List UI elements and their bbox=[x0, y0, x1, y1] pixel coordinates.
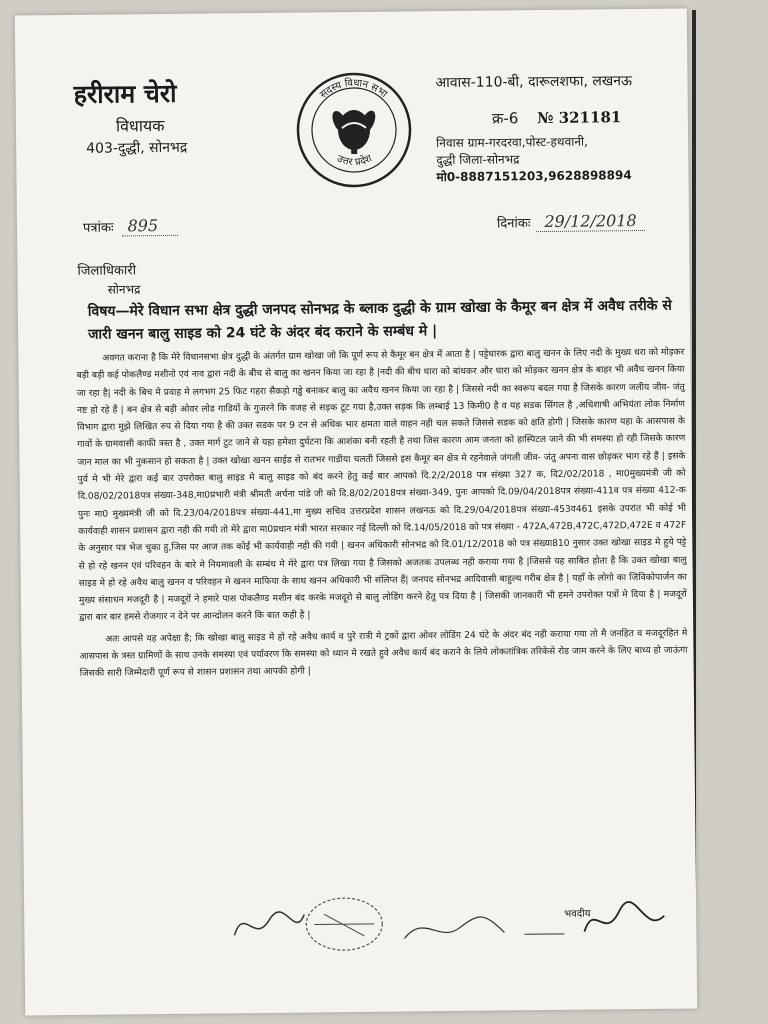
assembly-seal-emblem bbox=[293, 69, 414, 190]
serial-value: № 321181 bbox=[537, 108, 622, 128]
sender-name: हरीराम चेरो bbox=[73, 78, 177, 109]
phone-numbers: मो0-8887151203,9628898894 bbox=[436, 168, 632, 185]
letter-page bbox=[15, 9, 697, 1016]
native-address-line1: निवास ग्राम-गरदरवा,पोस्ट-हथवानी, bbox=[436, 134, 588, 151]
native-address-line2: दुद्धी जिला-सोनभद्र bbox=[436, 152, 520, 168]
signatures-and-stamp bbox=[224, 891, 685, 956]
svg-text:उत्तर प्रदेश bbox=[335, 153, 374, 168]
recipient-district: सोनभद्र bbox=[107, 282, 141, 297]
closing-salutation: भवदीय bbox=[564, 908, 591, 920]
reference-number: 895 bbox=[121, 216, 178, 237]
seal-top-text: सदस्य विधान सभा bbox=[318, 77, 390, 101]
residence-address-lucknow: आवास-110-बी, दारूलशफा, लखनऊ bbox=[435, 73, 633, 92]
reference-number-line bbox=[83, 216, 178, 236]
letter-subject: विषय—मेरे विधान सभा क्षेत्र दुद्धी जनपद सोनभद्र के ब्लाक दुद्धी के ग्राम खोखा के कैमूर बन क्षेत्र में अवैध तरीके से जारी खनन बालु साइड को 24 घंटे के अंदर बंद कराने के सम्बंध मे | bbox=[87, 297, 672, 343]
date-line bbox=[497, 211, 645, 232]
recipient-title: जिलाधिकारी bbox=[77, 263, 137, 279]
serial-prefix: क्र-6 bbox=[491, 109, 519, 128]
native-address-block bbox=[436, 133, 632, 186]
serial-number bbox=[492, 107, 622, 128]
body-paragraph: अवगत कराना है कि मेरे विधानसभा क्षेत्र दुद्धी के अंतर्गत ग्राम खोखा जो कि पूर्ण रूप से कैमूर बन क्षेत्र में आता है | पट्टेधारक द्वारा बालु खनन के लिए नदी के मुख्य धरा को मोड़कर बड़ी बड़ी कई पोकलैण्ड मशीनो एवं नाव द्वारा नदी के बीच से बालु का खनन किया जा रहा है |नदी की बीच धारा को बांधकर और धारा को मोड़कर खनन क्षेत्र के बाहर भी अवैध खनन किया जा रहा है| नदी के बिच मे प्रवाह मे लगभग 25 फिट गहरा सैकड़ो गड्ढे बनाकर बालु का अवैध खनन किया जा रहा है | जिससे नदी का स्वरूप बदल गया है जिसके कारण जलीय जीव- जंतु नष्ट हो रहे हैं | बन क्षेत्र से बड़ी ओवर लोड गाडियों के गुजरने कि वजह से सड़क टूट गया है,उक्त सड़क कि लम्बाई 13 किमी0 है व यह सडक सिंगल है ,अधिशाषी अभियंता लोक निर्माण विभाग द्वारा मुझे लिखित रुप से दिया गया है की उक्त सडक पर 9 टन से अधिक भार क्षमता वाले वाहन नही चल सकते जिससे सडक को क्षति होगी | जिसके कारण यहा के आसपास के गावों के ग्रामवासी काफी त्रस्त है , उक्त मार्ग टुट जाने से यहा हमेशा दुर्घटना कि आशंका बनी रहती है तथा जिस कारण आम जनता को हास्पिटल जाने की भी समस्या हो रही जिसके कारण जान माल का भी नुकसान हो सकता है | उक्त खोखा खनन साईड से रातभर गाडीया चलती जिससे इस कैमूर बन क्षेत्र मे रहनेवाले जंगली जीव- जंतु अपना वास छोड़कर भाग रहे हैं | इसके पुर्व मे भी मेरे द्वारा कई बार उपरोक्त बालु साइड मे बालु साइड को बंद करने हेतु कई बार आपको दि.2/2/2018 पत्र संख्या 327 क, दि2/02/2018 , मा0मुख्यमंत्री जी को दि.08/02/2018पत्र संख्या-348,मा0प्रभारी मंत्री श्रीमती अर्चना पांडे जी को दि.8/02/2018पत्र संख्या-349, पुनः आपको दि.09/04/2018पत्र संख्या-411व पत्र संख्या 412-क पुनः मा0 मुख्यमंत्री जी को दि.23/04/2018पत्र संख्या-441,मा मुख्य सचिव उत्तरप्रदेश शासन लखनऊ को दि.29/04/2018पत्र संख्या-453व461 इसके उपरांत भी कोई भी कार्यवाही शासन प्रशासन द्वारा नही की गयी तो मेरे द्वारा मा0प्रधान मंत्री भारत सरकार नई दिल्ली को दि.14/05/2018 को पत्र संख्या - 472A,472B,472C,472D,472E व 472F के अनुसार पत्र भेज चुका हु,जिस पर आज तक कोई भी कार्यवाही नही की गयी | खनन अधिकारी सोनभद्र को दि.01/12/2018 को पत्र संख्या810 नुसार उक्त खोखा साइड मे हुये पट्टे से हो रहे खनन एवं परिवहन के बारे मे नियमावली के सम्बंध मे मेरे द्वारा पत्र लिखा गया है जिसको अजतक उपलब्ध नही कराया गया है |जिससे यह साबित होता है कि उक्त खोखा बालु साइड मे हो रहे अवैध बालु खनन व परिवहन मे खनन माफिया के साथ खनन अधिकारी भी संलिप्त हैं| जनपद सोनभद्र आदिवासी बाहुल्य गरीब क्षेत्र है | यहाँ के लोगो का जिविकोपार्जन का मुख्य संसाधन मजदूरी है | मजदूरों ने हमारे पास पोकलैण्ड मशीन बंद करके मजदूरो से बालु लोडिंग करने हेतु पत्र दिया है | जिसकी जानकारी भी हमने उपरोक्त पत्रों मे दिया है | मजदूरों द्वारा बार बार हमसे रोजगार न देने पर आन्दोलन करने कि बात कही है | bbox=[76, 347, 687, 624]
sender-designation: विधायक bbox=[115, 115, 165, 136]
sender-constituency: 403-दुद्धी, सोनभद्र bbox=[86, 139, 188, 157]
body-paragraph: अतः आपसे यह अपेक्षा है; कि खोखा बालु साइड मे हो रहे अवैध कार्य व पुरे रात्री मे ट्रकों द्वारा ओवर लोडिंग 24 घंटे के अंदर बंद नही कराया गया तो मै जनहित व मजदूरहित मे आसपास के त्रस्त ग्रामिणों के साथ उनके समस्या एवं पर्यावरण कि समस्या को ध्यान मे रखते हुवे अवैध कार्य बंद कराने के लिये लोकतांत्रिक तरिकेसे रोड जाम करने के लिए बाध्य हो जाऊंगा जिसकी सारी जिम्मेदारी पूर्ण रूप से शासन प्रशासन तथा आपकी होगी | bbox=[79, 628, 688, 680]
letter-date: 29/12/2018 bbox=[536, 211, 644, 232]
letter-body bbox=[76, 345, 687, 684]
date-label: दिनांकः bbox=[496, 216, 531, 232]
seal-bottom-text: उत्तर प्रदेश bbox=[335, 153, 374, 169]
reference-label: पत्रांकः bbox=[82, 220, 114, 236]
